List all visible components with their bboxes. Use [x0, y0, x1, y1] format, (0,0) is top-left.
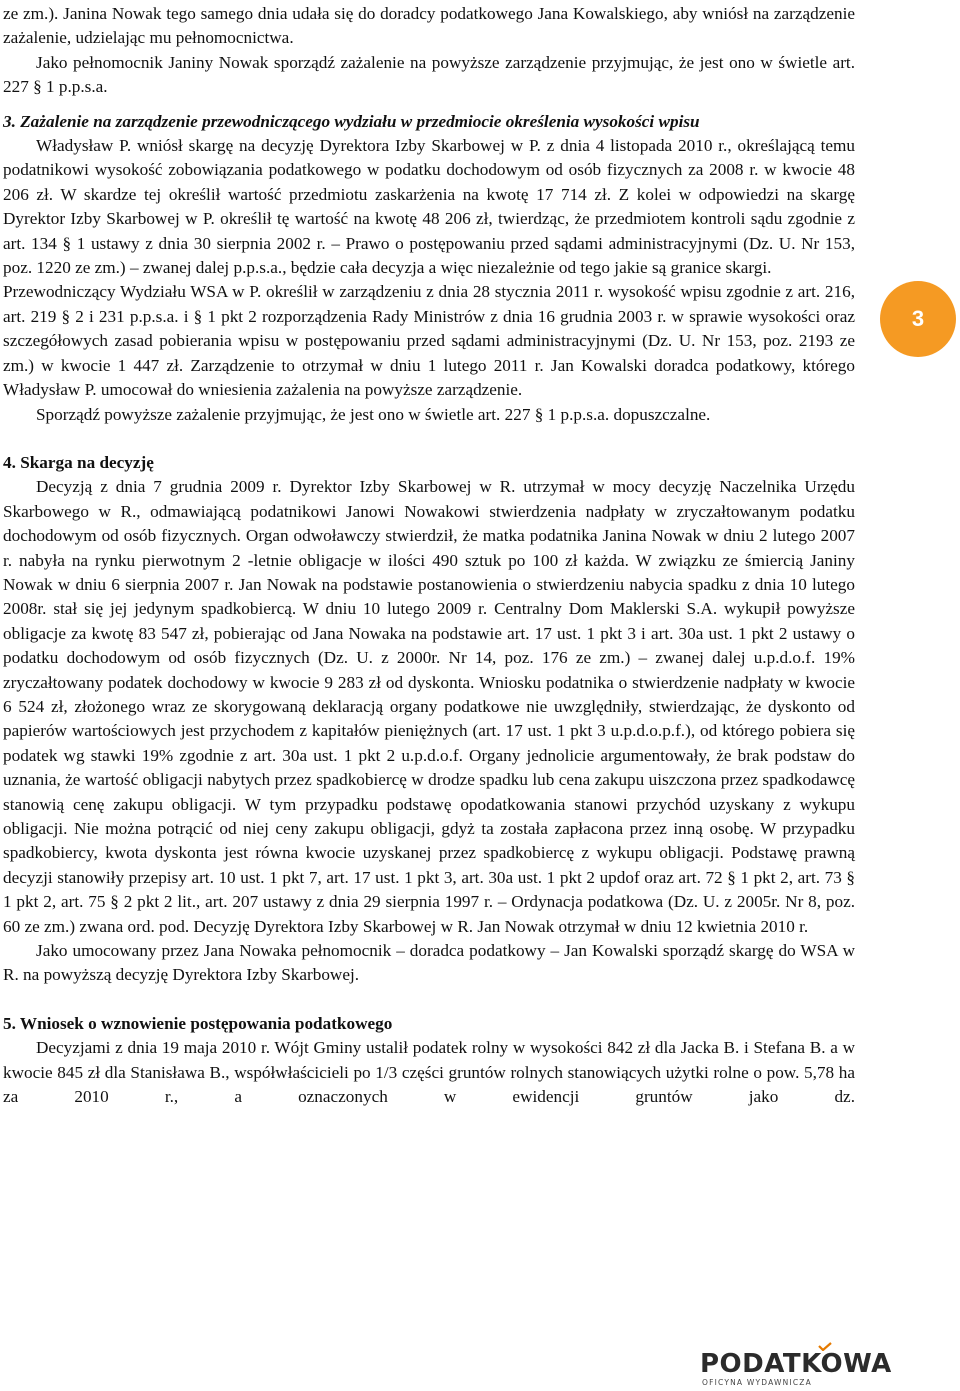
- logo-check-icon: [818, 1342, 832, 1351]
- page-number-badge: [880, 281, 956, 357]
- page-number: 3: [911, 306, 925, 331]
- section4-paragraph-1: Decyzją z dnia 7 grudnia 2009 r. Dyrektor Izby Skarbowej w R. utrzymał w mocy decyzję Naczelnika Urzędu Skarbowego w R., odmawiającą podatnikowi Janowi Nowakowi stwierdzenia nadpłaty w zryczałtowanym podatku dochodowym od osób fizycznych. Organ odwoławczy stwierdził, że matka podatnika Janina Nowak w dniu 2 lutego 2007 r. nabyła na rynku pierwotnym 2 -letnie obligacje w ilości 490 sztuk po 100 zł każda. W związku ze śmiercią Janiny Nowak w dniu 6 sierpnia 2007 r. Jan Nowak na podstawie postanowienia o stwierdzeniu nabycia spadku z dnia 10 lutego 2008r. stał się jej jedynym spadkobiercą. W dniu 10 lutego 2009 r. Centralny Dom Maklerski S.A. wykupił powyższe obligacje za kwotę 83 547 zł, pobierając od Jana Nowaka na podstawie art. 17 ust. 1 pkt 3 i art. 30a ust. 1 pkt 2 ustawy o podatku dochodowym od osób fizycznych (Dz. U. z 2000r. Nr 14, poz. 176 ze zm.) – zwanej dalej u.p.d.o.f. 19% zryczałtowany podatek dochodowy w kwocie 9 283 zł od dyskonta. Wniosku podatnika o stwierdzenie nadpłaty w kwocie 6 524 zł, złożonego wraz ze skorygowaną deklaracją organy podatkowe nie uwzględniły, stwierdzając, że dyskonto od papierów wartościowych jest przychodem z kapitałów pieniężnych (art. 17 ust. 1 pkt 3 u.p.d.o.p.f.), od którego pobiera się podatek wg stawki 19% zgodnie z art. 30a ust. 1 pkt 2 u.p.d.o.f. Organy jednolicie argumentowały, że brak podstaw do uznania, że wartość obligacji nabytych przez spadkobiercę w drodze spadku lub cena zakupu uiszczona przez spadkodawcę stanowią cenę zakupu obligacji. W tym przypadku podstawę opodatkowania stanowi przychód uzyskany z wykupu obligacji. Nie można potrącić od niej ceny zakupu obligacji, gdyż ta została zapłacona przez inną osobę. W przypadku spadkobiercy, kwota dyskonta jest równa kwocie uzyskanej przez spadkobiercę z wykupu obligacji. Podstawę prawną decyzji stanowiły przepisy art. 10 ust. 1 pkt 7, art. 17 ust. 1 pkt 3, art. 30a ust. 1 pkt 2 updof oraz art. 72 § 1 pkt 2, art. 73 § 1 pkt 2, art. 75 § 2 pkt 2 lit., art. 207 ustawy z dnia 29 sierpnia 1997 r. – Ordynacja podatkowa (Dz. U. z 2005r. Nr 8, poz. 60 ze zm.) zwana ord. pod. Decyzję Dyrektora Izby Skarbowej w R. Jan Nowak otrzymał w dniu 12 kwietnia 2010 r.: [3, 477, 855, 936]
- paragraph-continuation: ze zm.). Janina Nowak tego samego dnia udała się do doradcy podatkowego Jana Kowalskiego, aby wniósł na zarządzenie zażalenie, udzielając mu pełnomocnictwa.: [3, 4, 855, 48]
- section3-paragraph-1: Władysław P. wniósł skargę na decyzję Dyrektora Izby Skarbowej w P. z dnia 4 listopada 2010 r., określającą temu podatnikowi wysokość zobowiązania podatkowego w podatku dochodowym od osób fizycznych za 2008 r. w kwocie 48 206 zł. W skardze tej określił wartość przedmiotu zaskarżenia na kwotę 17 714 zł. Z kolei w odpowiedzi na skargę Dyrektor Izby Skarbowej w P. określił tę wartość na kwotę 48 206 zł, twierdząc, że przedmiotem kontroli sądu zgodnie z art. 134 § 1 ustawy z dnia 30 sierpnia 2002 r. – Prawo o postępowaniu przed sądami administracyjnymi (Dz. U. Nr 153, poz. 1220 ze zm.) – zwanej dalej p.p.s.a., będzie cała decyzja a więc niezależnie od tego jakie są granice skargi.: [3, 136, 855, 278]
- document-body: [3, 2, 855, 1109]
- publisher-logo: [700, 1349, 892, 1390]
- paragraph-instruction: Jako pełnomocnik Janiny Nowak sporządź zażalenie na powyższe zarządzenie przyjmując, że jest ono w świetle art. 227 § 1 p.p.s.a.: [3, 52, 855, 97]
- section-heading-4: 4. Skarga na decyzję: [3, 452, 154, 472]
- section4-paragraph-2: Jako umocowany przez Jana Nowaka pełnomocnik – doradca podatkowy – Jan Kowalski sporządź skargę do WSA w R. na powyższą decyzję Dyrektora Izby Skarbowej.: [3, 941, 855, 985]
- section-heading-3: 3. Zażalenie na zarządzenie przewodniczącego wydziału w przedmiocie określenia wysokości wpisu: [3, 111, 700, 131]
- logo-wordmark: PODATKOWA: [700, 1349, 892, 1379]
- section-heading-5: 5. Wniosek o wznowienie postępowania podatkowego: [3, 1013, 393, 1033]
- logo-subtitle: OFICYNA WYDAWNICZA: [702, 1378, 812, 1387]
- section3-paragraph-2: Przewodniczący Wydziału WSA w P. określił w zarządzeniu z dnia 28 stycznia 2011 r. wysokość wpisu zgodnie z art. 216, art. 219 § 2 i 231 p.p.s.a. i § 1 pkt 2 rozporządzenia Rady Ministrów z dnia 16 grudnia 2003 r. w sprawie wysokości oraz szczegółowych zasad pobierania wpisu w postępowaniu przed sądami administracyjnymi (Dz. U. Nr 153, poz. 2193 ze zm.) w kwocie 1 447 zł. Zarządzenie to otrzymał w dniu 1 lutego 2011 r. Jan Kowalski doradca podatkowy, którego Władysław P. umocował do wniesienia zażalenia na powyższe zarządzenie.: [3, 282, 855, 400]
- section5-paragraph-1: Decyzjami z dnia 19 maja 2010 r. Wójt Gminy ustalił podatek rolny w wysokości 842 zł dla Jacka B. i Stefana B. a w kwocie 845 zł dla Stanisława B., współwłaścicieli po 1/3 części gruntów rolnych stanowiących użytki rolne o pow. 5,78 ha za 2010 r., a oznaczonych w ewidencji gruntów jako dz.: [3, 1038, 855, 1107]
- section3-paragraph-3: Sporządź powyższe zażalenie przyjmując, że jest ono w świetle art. 227 § 1 p.p.s.a. dopuszczalne.: [36, 404, 711, 424]
